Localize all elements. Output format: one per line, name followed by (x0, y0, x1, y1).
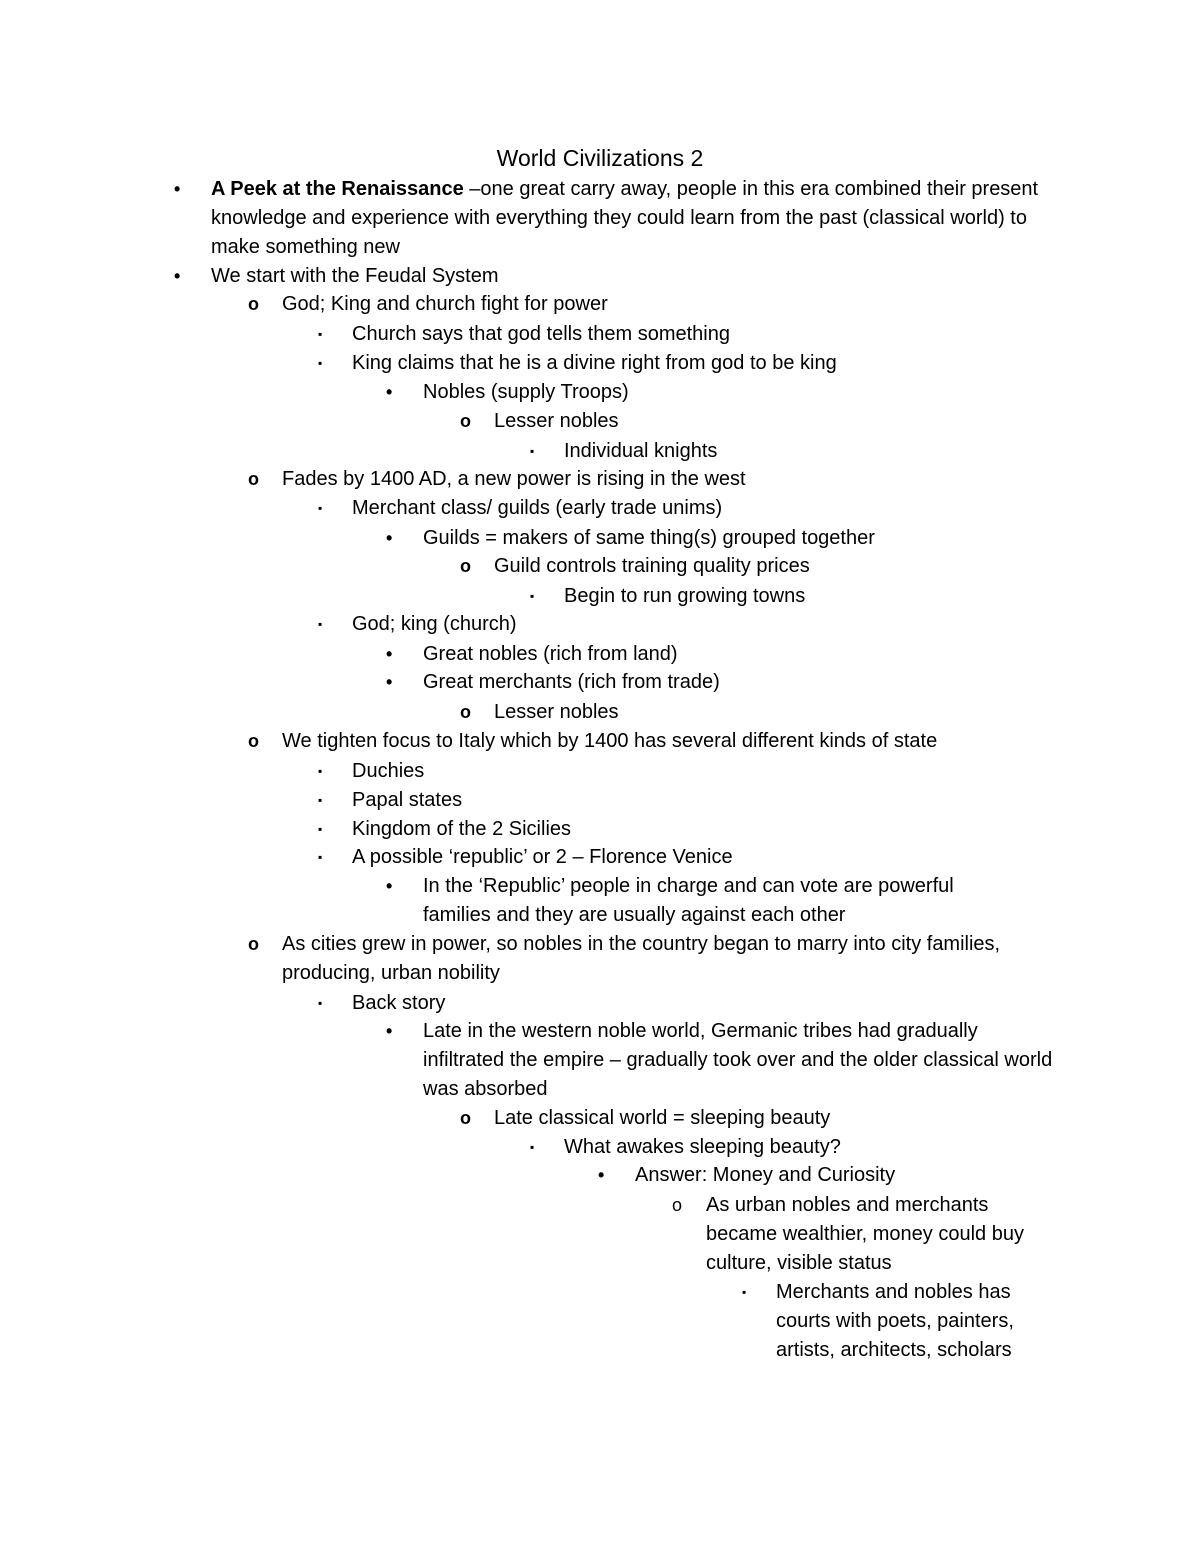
bullet-marker: o (248, 731, 259, 751)
list-item: As urban nobles and merchants became wealthier, money could buy culture, visible status (706, 1194, 1024, 1274)
list-item: Church says that god tells them something (352, 323, 730, 345)
bullet-marker: • (174, 266, 181, 286)
bullet-marker: ▪ (318, 996, 323, 1010)
list-item: Lesser nobles (494, 410, 619, 432)
list-item: Back story (352, 992, 446, 1014)
list-item (211, 175, 1041, 262)
list-item: Guilds = makers of same thing(s) grouped together (423, 527, 875, 549)
item-heading: A Peek at the Renaissance (211, 178, 464, 200)
list-item: Begin to run growing towns (564, 585, 806, 607)
bullet-marker: ▪ (530, 444, 535, 458)
list-item: Great merchants (rich from trade) (423, 671, 720, 693)
bullet-marker: ▪ (318, 327, 323, 341)
bullet-marker: ▪ (318, 822, 323, 836)
bullet-marker: ▪ (530, 1140, 535, 1154)
bullet-marker: ▪ (318, 501, 323, 515)
list-item: What awakes sleeping beauty? (564, 1136, 841, 1158)
list-item: God; King and church fight for power (282, 293, 608, 315)
bullet-marker: o (248, 934, 259, 954)
bullet-marker: ▪ (318, 764, 323, 778)
list-item: A possible ‘republic’ or 2 – Florence Venice (352, 846, 733, 868)
list-item: Kingdom of the 2 Sicilies (352, 818, 572, 840)
bullet-marker: ▪ (318, 617, 323, 631)
bullet-marker: • (386, 644, 393, 664)
list-item: Late in the western noble world, Germanic tribes had gradually infiltrated the empire – gradually took over and the older classical world was absorbed (423, 1020, 1053, 1100)
bullet-marker: • (386, 1021, 393, 1041)
bullet-marker: o (460, 1108, 471, 1128)
item-text: –one great carry away, people in this era combined their present knowledge and experience with everything they could learn from the past (classical world) to make something new (211, 178, 1039, 258)
list-item: Nobles (supply Troops) (423, 381, 629, 403)
list-item: King claims that he is a divine right from god to be king (352, 352, 837, 374)
list-item: We start with the Feudal System (211, 265, 499, 287)
list-item: God; king (church) (352, 613, 517, 635)
list-item: Merchants and nobles has courts with poets, painters, artists, architects, scholars (776, 1281, 1014, 1361)
list-item: Merchant class/ guilds (early trade unims) (352, 497, 723, 519)
bullet-marker: o (460, 411, 471, 431)
bullet-marker: ▪ (318, 356, 323, 370)
bullet-marker: • (598, 1165, 605, 1185)
bullet-marker: • (174, 179, 181, 199)
list-item: Duchies (352, 760, 425, 782)
list-item: We tighten focus to Italy which by 1400 has several different kinds of state (282, 730, 938, 752)
bullet-marker: ▪ (318, 793, 323, 807)
list-item: Guild controls training quality prices (494, 555, 810, 577)
list-item: In the ‘Republic’ people in charge and can vote are powerful families and they are usually against each other (423, 875, 954, 926)
list-item: Lesser nobles (494, 701, 619, 723)
bullet-marker: ▪ (530, 589, 535, 603)
bullet-marker: ▪ (742, 1285, 747, 1299)
bullet-marker: o (672, 1195, 683, 1215)
bullet-marker: • (386, 876, 393, 896)
list-item: Individual knights (564, 440, 718, 462)
page-title: World Civilizations 2 (496, 145, 704, 171)
bullet-marker: o (248, 469, 259, 489)
list-item: As cities grew in power, so nobles in the country began to marry into city families, producing, urban nobility (282, 933, 1001, 984)
bullet-marker: • (386, 528, 393, 548)
list-item: Papal states (352, 789, 463, 811)
bullet-marker: ▪ (318, 850, 323, 864)
bullet-marker: o (248, 294, 259, 314)
bullet-marker: o (460, 556, 471, 576)
list-item: Late classical world = sleeping beauty (494, 1107, 831, 1129)
list-item: Great nobles (rich from land) (423, 643, 678, 665)
list-item: Fades by 1400 AD, a new power is rising in the west (282, 468, 746, 490)
bullet-marker: • (386, 672, 393, 692)
bullet-marker: o (460, 702, 471, 722)
bullet-marker: • (386, 382, 393, 402)
list-item: Answer: Money and Curiosity (635, 1164, 896, 1186)
